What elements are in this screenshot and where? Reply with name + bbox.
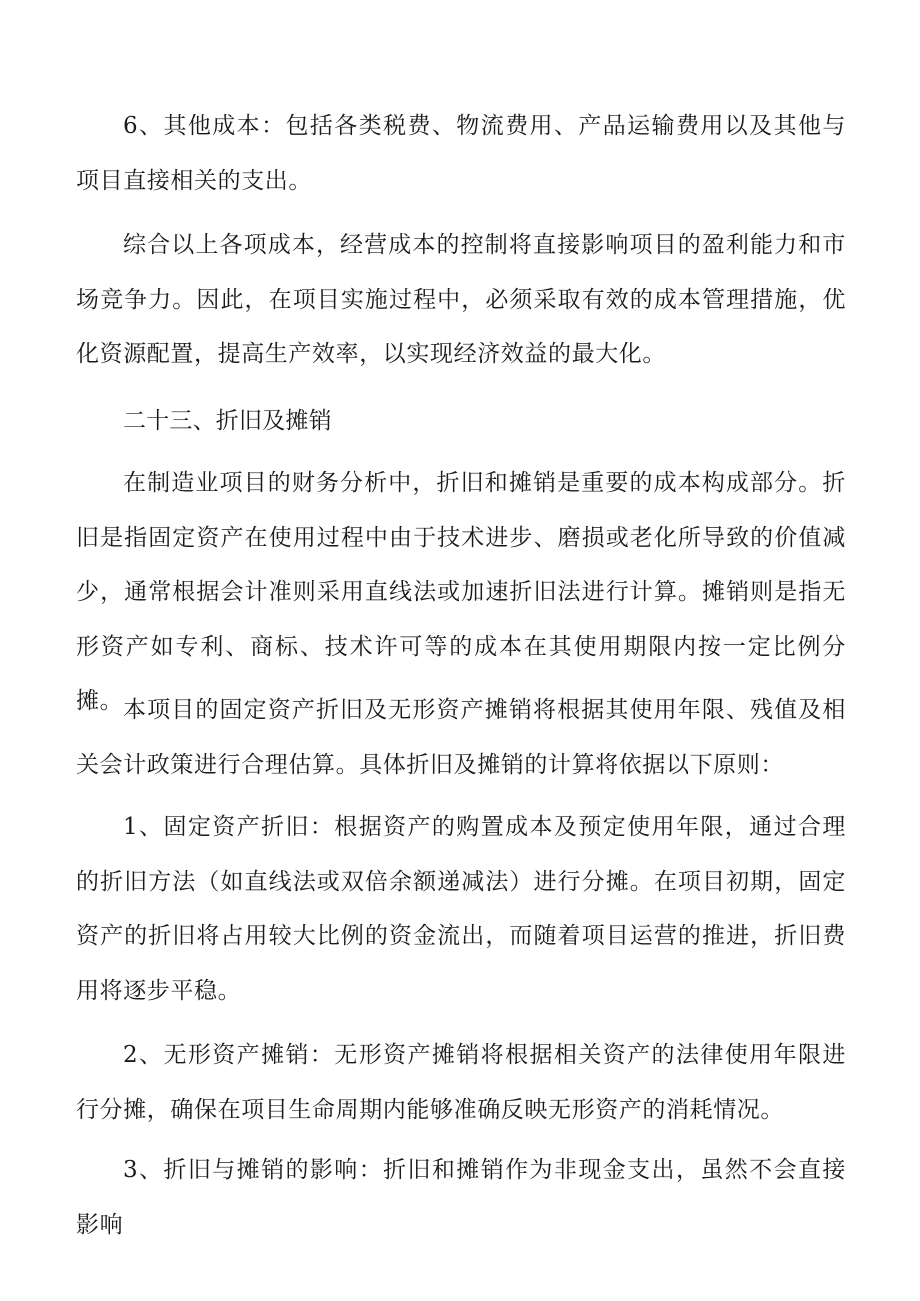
paragraph-fixed-asset-depreciation: 1、固定资产折旧：根据资产的购置成本及预定使用年限，通过合理的折旧方法（如直线法或双倍余额递减法）进行分摊。在项目初期，固定资产的折旧将占用较大比例的资金流出，而随着项目运营的推进，折旧费用将逐步平稳。 xyxy=(76,814,846,1004)
paragraph-estimation-principles: 本项目的固定资产折旧及无形资产摊销将根据其使用年限、残值及相关会计政策进行合理估算。具体折旧及摊销的计算将依据以下原则： xyxy=(76,697,846,778)
paragraph-depreciation-impact: 3、折旧与摊销的影响：折旧和摊销作为非现金支出，虽然不会直接影响 xyxy=(76,1157,846,1238)
paragraph-intangible-amortization: 2、无形资产摊销：无形资产摊销将根据相关资产的法律使用年限进行分摊，确保在项目生命周期内能够准确反映无形资产的消耗情况。 xyxy=(76,1042,846,1123)
paragraph-other-costs: 6、其他成本：包括各类税费、物流费用、产品运输费用以及其他与项目直接相关的支出。 xyxy=(76,113,846,194)
section-heading-depreciation: 二十三、折旧及摊销 xyxy=(123,408,332,434)
paragraph-depreciation-intro: 在制造业项目的财务分析中，折旧和摊销是重要的成本构成部分。折旧是指固定资产在使用过程中由于技术进步、磨损或老化所导致的价值减少，通常根据会计准则采用直线法或加速折旧法进行计算。摊销则是指无形资产如专利、商标、技术许可等的成本在其使用期限内按一定比例分摊。 xyxy=(76,470,846,714)
paragraph-cost-summary: 综合以上各项成本，经营成本的控制将直接影响项目的盈利能力和市场竞争力。因此，在项目实施过程中，必须采取有效的成本管理措施，优化资源配置，提高生产效率，以实现经济效益的最大化。 xyxy=(76,232,846,367)
